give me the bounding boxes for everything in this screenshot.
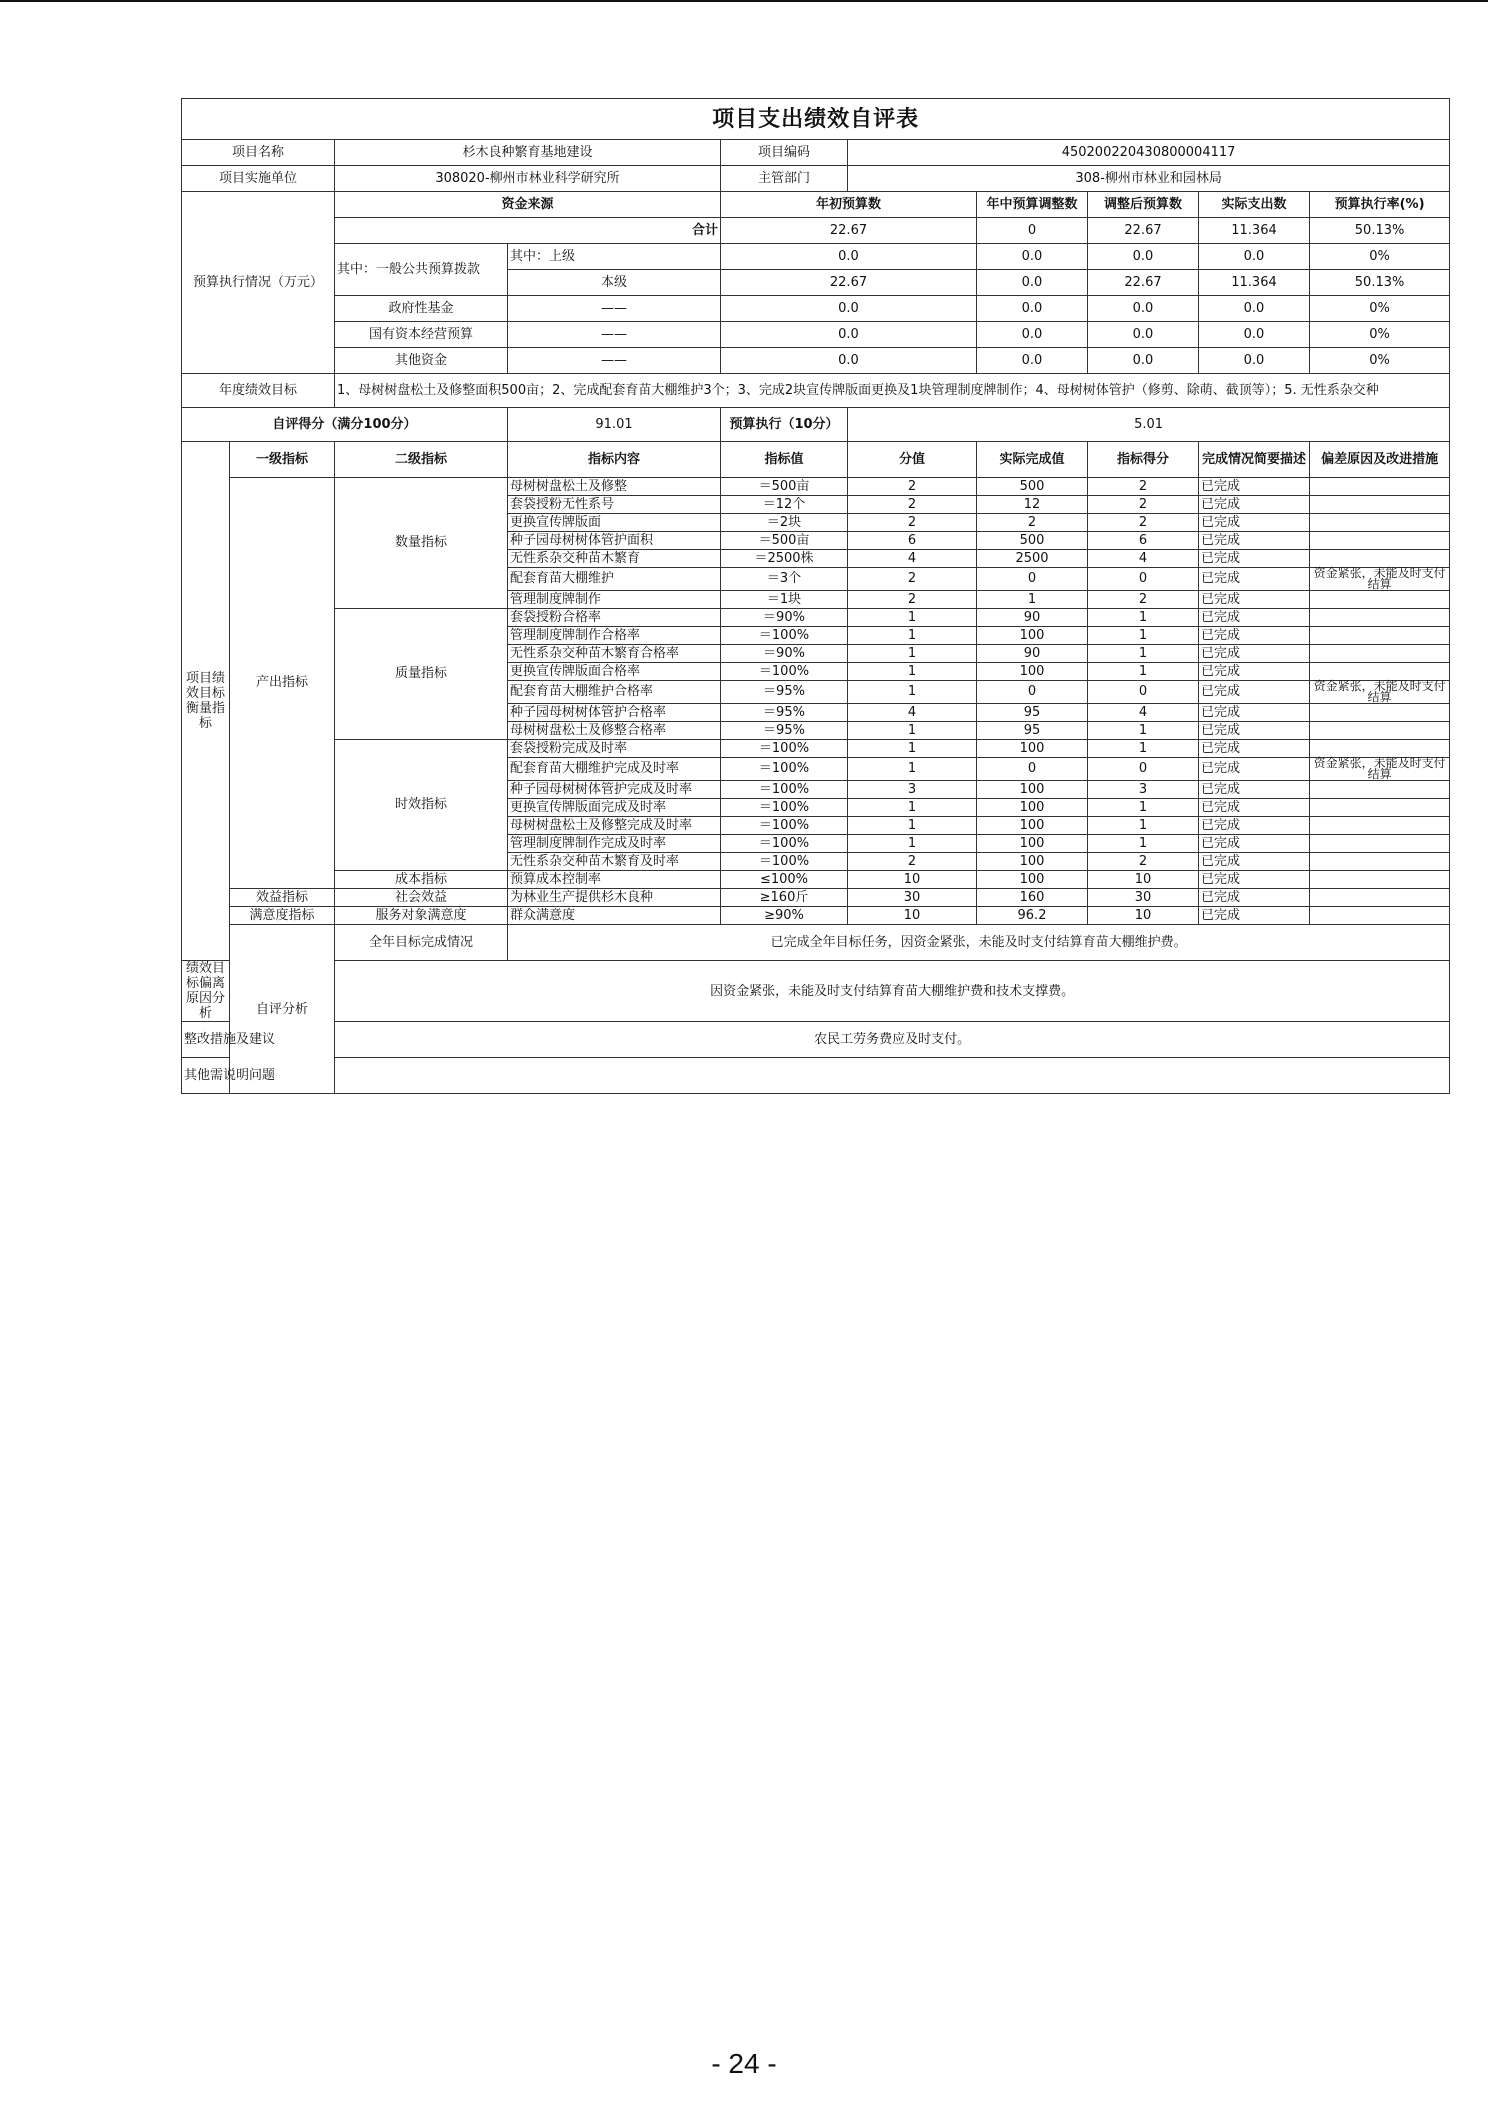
gov-fund-adjustment: 0.0: [977, 296, 1088, 322]
indicator-score: 1: [1088, 817, 1199, 835]
indicator-target: ＝3个: [721, 568, 848, 591]
gov-fund-rate: 0%: [1310, 296, 1450, 322]
indicator-score: 1: [1088, 740, 1199, 758]
indicator-score: 0: [1088, 758, 1199, 781]
indicator-row: [182, 609, 1450, 627]
indicator-status: 已完成: [1199, 758, 1310, 781]
indicator-deviation-note: [1310, 781, 1450, 799]
indicator-status: 已完成: [1199, 514, 1310, 532]
indicator-content: 无性系杂交种苗木繁育及时率: [508, 853, 721, 871]
indicator-deviation-note: [1310, 627, 1450, 645]
project-code-label: 项目编码: [721, 140, 848, 166]
indicator-score: 6: [1088, 532, 1199, 550]
indicator-points: 1: [848, 799, 977, 817]
indicator-points: 2: [848, 514, 977, 532]
self-score-label: 自评得分（满分100分）: [182, 408, 508, 442]
output-indicator-label: 产出指标: [230, 478, 335, 889]
other-fund-initial: 0.0: [721, 348, 977, 374]
indicator-score: 10: [1088, 907, 1199, 925]
indicator-points: 2: [848, 496, 977, 514]
indicator-score: 2: [1088, 478, 1199, 496]
indicator-score: 2: [1088, 591, 1199, 609]
indicator-actual: 95: [977, 704, 1088, 722]
indicator-target: ＝500亩: [721, 478, 848, 496]
indicator-points: 1: [848, 609, 977, 627]
gov-fund-label: 政府性基金: [335, 296, 508, 322]
social-benefit-label: 社会效益: [335, 889, 508, 907]
state-capital-initial: 0.0: [721, 322, 977, 348]
budget-header-rate: 预算执行率(%): [1310, 192, 1450, 218]
page-title: 项目支出绩效自评表: [182, 99, 1450, 140]
self-score-value: 91.01: [508, 408, 721, 442]
indicator-content: 更换宣传牌版面完成及时率: [508, 799, 721, 817]
indicator-row: [182, 889, 1450, 907]
indicator-section-label: 项目绩效目标衡量指标: [182, 442, 230, 961]
indicator-deviation-note: [1310, 817, 1450, 835]
indicator-deviation-note: [1310, 496, 1450, 514]
indicator-content: 种子园母树树体管护合格率: [508, 704, 721, 722]
indicator-content: 群众满意度: [508, 907, 721, 925]
top-border-line: [0, 0, 1488, 2]
indicator-content: 种子园母树树体管护完成及时率: [508, 781, 721, 799]
indicator-actual: 100: [977, 871, 1088, 889]
indicator-points: 2: [848, 853, 977, 871]
budget-header-initial: 年初预算数: [721, 192, 977, 218]
indicator-status: 已完成: [1199, 645, 1310, 663]
indicator-deviation-note: [1310, 740, 1450, 758]
indicator-deviation-note: [1310, 591, 1450, 609]
indicator-header-content: 指标内容: [508, 442, 721, 478]
indicator-points: 10: [848, 871, 977, 889]
indicator-score: 0: [1088, 568, 1199, 591]
quantity-indicator-label: 数量指标: [335, 478, 508, 609]
indicator-content: 配套育苗大棚维护合格率: [508, 681, 721, 704]
other-fund-adjusted: 0.0: [1088, 348, 1199, 374]
indicator-content: 管理制度牌制作完成及时率: [508, 835, 721, 853]
indicator-header-level2: 二级指标: [335, 442, 508, 478]
indicator-row: [182, 871, 1450, 889]
indicator-score: 1: [1088, 835, 1199, 853]
annual-goal-text: 1、母树树盘松土及修整面积500亩；2、完成配套育苗大棚维护3个；3、完成2块宣传牌版面更换及1块管理制度牌制作；4、母树树体管护（修剪、除萌、截顶等）；5. 无性系杂交种: [335, 374, 1450, 408]
indicator-target: ＝100%: [721, 781, 848, 799]
benefit-indicator-label: 效益指标: [230, 889, 335, 907]
indicator-actual: 160: [977, 889, 1088, 907]
indicator-target: ＝95%: [721, 722, 848, 740]
indicator-target: ＝100%: [721, 740, 848, 758]
budget-header-adjusted: 调整后预算数: [1088, 192, 1199, 218]
indicator-content: 配套育苗大棚维护: [508, 568, 721, 591]
indicator-actual: 90: [977, 645, 1088, 663]
indicator-target: ＝12个: [721, 496, 848, 514]
indicator-points: 3: [848, 781, 977, 799]
project-name-label: 项目名称: [182, 140, 335, 166]
indicator-actual: 500: [977, 478, 1088, 496]
annual-goal-label: 年度绩效目标: [182, 374, 335, 408]
completion-text: 已完成全年目标任务，因资金紧张，未能及时支付结算育苗大棚维护费。: [508, 925, 1450, 961]
indicator-target: ≥160斤: [721, 889, 848, 907]
indicator-points: 1: [848, 740, 977, 758]
indicator-target: ＝2块: [721, 514, 848, 532]
indicator-content: 母树树盘松土及修整合格率: [508, 722, 721, 740]
state-capital-adjusted: 0.0: [1088, 322, 1199, 348]
budget-upper-adjusted: 0.0: [1088, 244, 1199, 270]
indicator-status: 已完成: [1199, 817, 1310, 835]
indicator-target: ＝95%: [721, 704, 848, 722]
indicator-row: [182, 478, 1450, 496]
indicator-header-target: 指标值: [721, 442, 848, 478]
indicator-score: 0: [1088, 681, 1199, 704]
indicator-points: 4: [848, 704, 977, 722]
indicator-deviation-note: [1310, 663, 1450, 681]
indicator-actual: 2500: [977, 550, 1088, 568]
indicator-header-actual: 实际完成值: [977, 442, 1088, 478]
indicator-actual: 100: [977, 799, 1088, 817]
gov-fund-actual: 0.0: [1199, 296, 1310, 322]
indicator-points: 4: [848, 550, 977, 568]
supervising-dept-label: 主管部门: [721, 166, 848, 192]
indicator-deviation-note: 资金紧张，未能及时支付结算: [1310, 568, 1450, 591]
budget-header-source: 资金来源: [335, 192, 721, 218]
indicator-content: 无性系杂交种苗木繁育合格率: [508, 645, 721, 663]
indicator-target: ＝100%: [721, 853, 848, 871]
indicator-actual: 12: [977, 496, 1088, 514]
indicator-actual: 500: [977, 532, 1088, 550]
indicator-actual: 100: [977, 627, 1088, 645]
other-fund-label: 其他资金: [335, 348, 508, 374]
indicator-deviation-note: [1310, 889, 1450, 907]
indicator-points: 1: [848, 645, 977, 663]
indicator-actual: 0: [977, 758, 1088, 781]
indicator-target: ＝100%: [721, 817, 848, 835]
indicator-actual: 100: [977, 740, 1088, 758]
indicator-actual: 90: [977, 609, 1088, 627]
indicator-deviation-note: 资金紧张，未能及时支付结算: [1310, 758, 1450, 781]
indicator-score: 1: [1088, 722, 1199, 740]
indicator-points: 1: [848, 722, 977, 740]
indicator-deviation-note: [1310, 514, 1450, 532]
budget-local-initial: 22.67: [721, 270, 977, 296]
indicator-actual: 100: [977, 817, 1088, 835]
indicator-status: 已完成: [1199, 532, 1310, 550]
indicator-actual: 100: [977, 853, 1088, 871]
indicator-score: 2: [1088, 496, 1199, 514]
indicator-content: 为林业生产提供杉木良种: [508, 889, 721, 907]
budget-execution-value: 5.01: [848, 408, 1450, 442]
budget-local-label: 本级: [508, 270, 721, 296]
indicator-deviation-note: [1310, 722, 1450, 740]
indicator-status: 已完成: [1199, 907, 1310, 925]
indicator-actual: 100: [977, 835, 1088, 853]
indicator-score: 1: [1088, 663, 1199, 681]
indicator-points: 1: [848, 681, 977, 704]
indicator-status: 已完成: [1199, 871, 1310, 889]
indicator-deviation-note: [1310, 835, 1450, 853]
indicator-status: 已完成: [1199, 681, 1310, 704]
indicator-deviation-note: [1310, 550, 1450, 568]
other-issues-text: [335, 1058, 1450, 1094]
indicator-status: 已完成: [1199, 478, 1310, 496]
indicator-target: ＝100%: [721, 758, 848, 781]
indicator-points: 1: [848, 758, 977, 781]
budget-local-adjusted: 22.67: [1088, 270, 1199, 296]
indicator-content: 母树树盘松土及修整: [508, 478, 721, 496]
indicator-target: ＝500亩: [721, 532, 848, 550]
budget-upper-label: 其中：上级: [508, 244, 721, 270]
indicator-target: ≥90%: [721, 907, 848, 925]
gov-fund-dash: ——: [508, 296, 721, 322]
state-capital-adjustment: 0.0: [977, 322, 1088, 348]
budget-local-actual: 11.364: [1199, 270, 1310, 296]
indicator-status: 已完成: [1199, 591, 1310, 609]
indicator-content: 套袋授粉合格率: [508, 609, 721, 627]
implementing-unit: 308020-柳州市林业科学研究所: [335, 166, 721, 192]
state-capital-label: 国有资本经营预算: [335, 322, 508, 348]
indicator-deviation-note: 资金紧张，未能及时支付结算: [1310, 681, 1450, 704]
budget-execution-label: 预算执行（10分）: [721, 408, 848, 442]
page-number: - 24 -: [711, 2048, 777, 2079]
indicator-target: ＝100%: [721, 799, 848, 817]
deviation-analysis-label: 绩效目标偏离原因分析: [182, 961, 230, 1022]
indicator-points: 6: [848, 532, 977, 550]
indicator-target: ＝1块: [721, 591, 848, 609]
indicator-content: 无性系杂交种苗木繁育: [508, 550, 721, 568]
indicator-status: 已完成: [1199, 853, 1310, 871]
indicator-target: ＝100%: [721, 663, 848, 681]
state-capital-rate: 0%: [1310, 322, 1450, 348]
indicator-target: ＝100%: [721, 627, 848, 645]
other-fund-rate: 0%: [1310, 348, 1450, 374]
budget-total-adjustment: 0: [977, 218, 1088, 244]
indicator-target: ＝90%: [721, 645, 848, 663]
indicator-deviation-note: [1310, 609, 1450, 627]
indicator-header-points: 分值: [848, 442, 977, 478]
analysis-section-label: 自评分析: [230, 925, 335, 1094]
indicator-content: 预算成本控制率: [508, 871, 721, 889]
indicator-target: ＝100%: [721, 835, 848, 853]
indicator-status: 已完成: [1199, 568, 1310, 591]
indicator-deviation-note: [1310, 478, 1450, 496]
general-budget-label: 其中：一般公共预算拨款: [335, 244, 508, 296]
indicator-content: 种子园母树树体管护面积: [508, 532, 721, 550]
indicator-actual: 0: [977, 568, 1088, 591]
indicator-header-score: 指标得分: [1088, 442, 1199, 478]
timeliness-indicator-label: 时效指标: [335, 740, 508, 871]
gov-fund-adjusted: 0.0: [1088, 296, 1199, 322]
indicator-points: 1: [848, 835, 977, 853]
indicator-deviation-note: [1310, 704, 1450, 722]
indicator-points: 2: [848, 568, 977, 591]
quality-indicator-label: 质量指标: [335, 609, 508, 740]
indicator-deviation-note: [1310, 853, 1450, 871]
budget-total-rate: 50.13%: [1310, 218, 1450, 244]
indicator-status: 已完成: [1199, 663, 1310, 681]
indicator-content: 更换宣传牌版面: [508, 514, 721, 532]
deviation-analysis-text: 因资金紧张，未能及时支付结算育苗大棚维护费和技术支撑费。: [335, 961, 1450, 1022]
indicator-actual: 96.2: [977, 907, 1088, 925]
evaluation-table: [181, 98, 1450, 1094]
indicator-content: 管理制度牌制作合格率: [508, 627, 721, 645]
indicator-points: 30: [848, 889, 977, 907]
indicator-status: 已完成: [1199, 781, 1310, 799]
indicator-target: ≤100%: [721, 871, 848, 889]
indicator-deviation-note: [1310, 871, 1450, 889]
budget-total-initial: 22.67: [721, 218, 977, 244]
state-capital-actual: 0.0: [1199, 322, 1310, 348]
indicator-status: 已完成: [1199, 496, 1310, 514]
budget-local-adjustment: 0.0: [977, 270, 1088, 296]
indicator-points: 1: [848, 627, 977, 645]
budget-upper-actual: 0.0: [1199, 244, 1310, 270]
indicator-actual: 1: [977, 591, 1088, 609]
indicator-status: 已完成: [1199, 889, 1310, 907]
budget-total-label: 合计: [335, 218, 721, 244]
indicator-deviation-note: [1310, 532, 1450, 550]
indicator-status: 已完成: [1199, 627, 1310, 645]
completion-label: 全年目标完成情况: [335, 925, 508, 961]
indicator-deviation-note: [1310, 907, 1450, 925]
cost-indicator-label: 成本指标: [335, 871, 508, 889]
project-name: 杉木良种繁育基地建设: [335, 140, 721, 166]
indicator-score: 1: [1088, 799, 1199, 817]
indicator-score: 1: [1088, 645, 1199, 663]
indicator-points: 1: [848, 817, 977, 835]
indicator-status: 已完成: [1199, 835, 1310, 853]
indicator-score: 10: [1088, 871, 1199, 889]
indicator-points: 10: [848, 907, 977, 925]
indicator-row: [182, 907, 1450, 925]
indicator-score: 30: [1088, 889, 1199, 907]
indicator-deviation-note: [1310, 645, 1450, 663]
indicator-score: 1: [1088, 609, 1199, 627]
indicator-header-level1: 一级指标: [230, 442, 335, 478]
indicator-header-status: 完成情况简要描述: [1199, 442, 1310, 478]
indicator-content: 套袋授粉完成及时率: [508, 740, 721, 758]
other-fund-dash: ——: [508, 348, 721, 374]
indicator-status: 已完成: [1199, 550, 1310, 568]
service-satisfaction-label: 服务对象满意度: [335, 907, 508, 925]
indicator-score: 4: [1088, 704, 1199, 722]
indicator-status: 已完成: [1199, 799, 1310, 817]
other-fund-adjustment: 0.0: [977, 348, 1088, 374]
state-capital-dash: ——: [508, 322, 721, 348]
indicator-actual: 2: [977, 514, 1088, 532]
measures-text: 农民工劳务费应及时支付。: [335, 1022, 1450, 1058]
indicator-target: ＝95%: [721, 681, 848, 704]
indicator-target: ＝90%: [721, 609, 848, 627]
indicator-score: 2: [1088, 514, 1199, 532]
self-evaluation-sheet: [181, 98, 1449, 1094]
indicator-score: 2: [1088, 853, 1199, 871]
gov-fund-initial: 0.0: [721, 296, 977, 322]
indicator-score: 1: [1088, 627, 1199, 645]
indicator-header-deviation: 偏差原因及改进措施: [1310, 442, 1450, 478]
indicator-status: 已完成: [1199, 722, 1310, 740]
indicator-points: 1: [848, 663, 977, 681]
budget-header-actual: 实际支出数: [1199, 192, 1310, 218]
budget-section-label: 预算执行情况（万元）: [182, 192, 335, 374]
indicator-status: 已完成: [1199, 609, 1310, 627]
indicator-content: 配套育苗大棚维护完成及时率: [508, 758, 721, 781]
indicator-status: 已完成: [1199, 704, 1310, 722]
indicator-actual: 100: [977, 663, 1088, 681]
satisfaction-indicator-label: 满意度指标: [230, 907, 335, 925]
budget-local-rate: 50.13%: [1310, 270, 1450, 296]
budget-upper-rate: 0%: [1310, 244, 1450, 270]
budget-total-actual: 11.364: [1199, 218, 1310, 244]
indicator-target: ＝2500株: [721, 550, 848, 568]
supervising-dept: 308-柳州市林业和园林局: [848, 166, 1450, 192]
other-fund-actual: 0.0: [1199, 348, 1310, 374]
other-issues-label: 其他需说明问题: [182, 1058, 230, 1094]
indicator-points: 2: [848, 591, 977, 609]
indicator-score: 4: [1088, 550, 1199, 568]
indicator-actual: 100: [977, 781, 1088, 799]
project-code: 450200220430800004117: [848, 140, 1450, 166]
budget-upper-initial: 0.0: [721, 244, 977, 270]
indicator-content: 套袋授粉无性系号: [508, 496, 721, 514]
budget-header-adjustment: 年中预算调整数: [977, 192, 1088, 218]
indicator-actual: 0: [977, 681, 1088, 704]
measures-label: 整改措施及建议: [182, 1022, 230, 1058]
indicator-deviation-note: [1310, 799, 1450, 817]
indicator-row: [182, 740, 1450, 758]
implementing-unit-label: 项目实施单位: [182, 166, 335, 192]
budget-upper-adjustment: 0.0: [977, 244, 1088, 270]
indicator-actual: 95: [977, 722, 1088, 740]
indicator-content: 管理制度牌制作: [508, 591, 721, 609]
indicator-status: 已完成: [1199, 740, 1310, 758]
indicator-score: 3: [1088, 781, 1199, 799]
indicator-content: 更换宣传牌版面合格率: [508, 663, 721, 681]
indicator-points: 2: [848, 478, 977, 496]
budget-total-adjusted: 22.67: [1088, 218, 1199, 244]
indicator-content: 母树树盘松土及修整完成及时率: [508, 817, 721, 835]
